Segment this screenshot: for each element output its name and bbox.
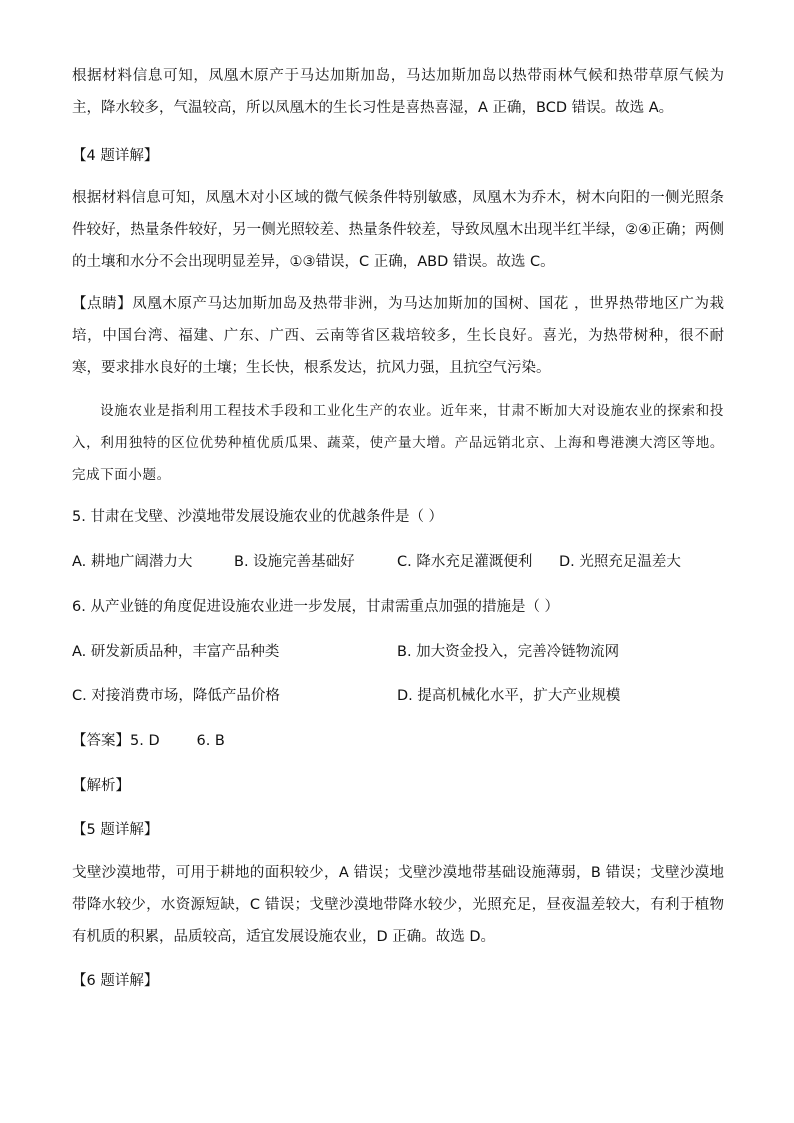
q5-option-c: C. 降水充足灌溉便利 [397, 554, 533, 570]
paragraph-q3-explanation: 根据材料信息可知，凤凰木原产于马达加斯加岛，马达加斯加岛以热带雨林气候和热带草原气候为主，降水较多，气温较高，所以凤凰木的生长习性是喜热喜湿，A 正确，BCD 错误。故选 A。 [72, 68, 724, 116]
answer-line: 【答案】5. D 6. B [72, 733, 225, 749]
paragraph-q5-explanation: 戈壁沙漠地带，可用于耕地的面积较少，A 错误；戈壁沙漠地带基础设施薄弱，B 错误；戈壁沙漠地带降水较少，水资源短缺，C 错误；戈壁沙漠地带降水较少，光照充足，昼夜温差较大，有利于植物有机质的积累，品质较高，适宜发展设施农业，D 正确。故选 D。 [72, 865, 724, 945]
q6-option-d: D. 提高机械化水平，扩大产业规模 [397, 688, 621, 704]
q5-option-b: B. 设施完善基础好 [234, 554, 355, 570]
question-5-stem: 5. 甘肃在戈壁、沙漠地带发展设施农业的优越条件是（ ） [72, 509, 444, 525]
material-intro-text: 设施农业是指利用工程技术手段和工业化生产的农业。近年来，甘肃不断加大对设施农业的探索和投入，利用独特的区位优势种植优质瓜果、蔬菜，使产量大增。产品远销北京、上海和粤港澳大湾区等地。完成下面小题。 [72, 403, 724, 483]
section-header-q6: 【6 题详解】 [72, 973, 159, 989]
section-header-q4: 【4 题详解】 [72, 148, 159, 164]
q5-option-d: D. 光照充足温差大 [559, 554, 681, 570]
paragraph-dianjing: 【点睛】凤凰木原产马达加斯加岛及热带非洲，为马达加斯加的国树、国花 ，世界热带地区广为栽培，中国台湾、福建、广东、广西、云南等省区栽培较多，生长良好。喜光，为热带树种，很不耐寒，要求排水良好的土壤；生长快，根系发达，抗风力强，且抗空气污染。 [72, 296, 724, 376]
q6-option-a: A. 研发新质品种，丰富产品种类 [72, 644, 280, 660]
q6-option-b: B. 加大资金投入，完善冷链物流网 [397, 644, 620, 660]
section-header-q5: 【5 题详解】 [72, 822, 159, 838]
q6-option-c: C. 对接消费市场，降低产品价格 [72, 688, 280, 704]
paragraph-q4-explanation: 根据材料信息可知，凤凰木对小区域的微气候条件特别敏感，凤凰木为乔木，树木向阳的一侧光照条件较好，热量条件较好，另一侧光照较差、热量条件较差，导致凤凰木出现半红半绿，②④正确；两侧的土壤和水分不会出现明显差异，①③错误，C 正确，ABD 错误。故选 C。 [72, 190, 724, 270]
q5-option-a: A. 耕地广阔潜力大 [72, 554, 193, 570]
material-intro [72, 395, 724, 491]
analysis-header: 【解析】 [72, 778, 130, 794]
question-6-stem: 6. 从产业链的角度促进设施农业进一步发展，甘肃需重点加强的措施是（ ） [72, 599, 560, 615]
